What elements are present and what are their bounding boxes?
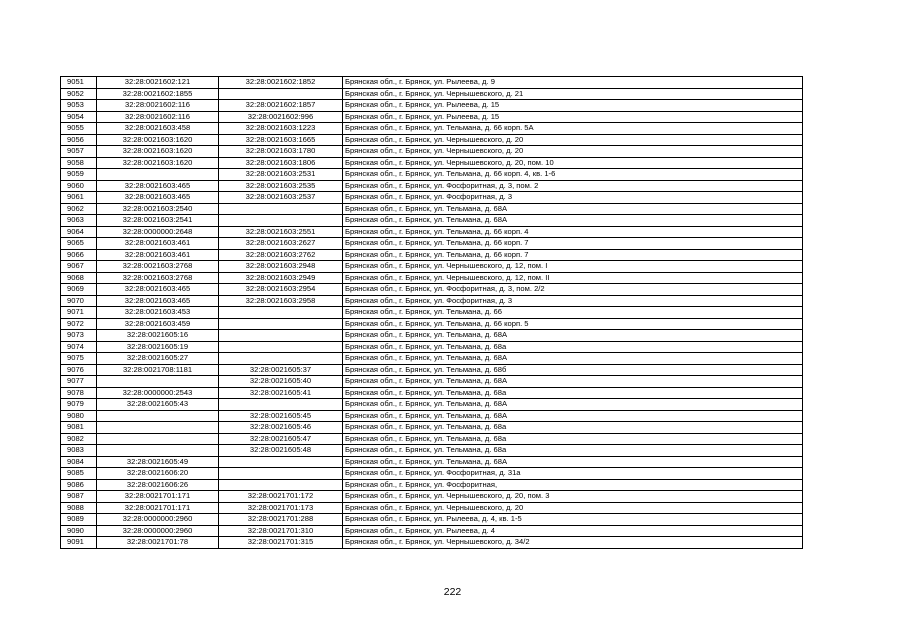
row-number-cell: 9086 bbox=[61, 479, 97, 491]
table-row bbox=[61, 537, 803, 549]
row-number-cell: 9070 bbox=[61, 295, 97, 307]
land-cadastral-number-cell bbox=[97, 433, 219, 445]
row-number-cell: 9072 bbox=[61, 318, 97, 330]
address-cell: Брянская обл., г. Брянск, ул. Тельмана, д. 66 корп. 7 bbox=[343, 249, 803, 261]
row-number-cell: 9084 bbox=[61, 456, 97, 468]
land-cadastral-number-cell bbox=[97, 410, 219, 422]
address-cell: Брянская обл., г. Брянск, ул. Фосфоритная, д. 3 bbox=[343, 295, 803, 307]
table-row bbox=[61, 249, 803, 261]
land-cadastral-number-cell: 32:28:0021603:465 bbox=[97, 192, 219, 204]
land-cadastral-number-cell: 32:28:0021602:116 bbox=[97, 100, 219, 112]
building-cadastral-number-cell bbox=[219, 215, 343, 227]
building-cadastral-number-cell: 32:28:0021605:48 bbox=[219, 445, 343, 457]
land-cadastral-number-cell: 32:28:0021701:78 bbox=[97, 537, 219, 549]
table-row bbox=[61, 226, 803, 238]
building-cadastral-number-cell bbox=[219, 341, 343, 353]
building-cadastral-number-cell bbox=[219, 88, 343, 100]
land-cadastral-number-cell: 32:28:0021708:1181 bbox=[97, 364, 219, 376]
address-cell: Брянская обл., г. Брянск, ул. Тельмана, д. 66 корп. 4 bbox=[343, 226, 803, 238]
table-row bbox=[61, 433, 803, 445]
building-cadastral-number-cell: 32:28:0021605:46 bbox=[219, 422, 343, 434]
land-cadastral-number-cell: 32:28:0021701:171 bbox=[97, 502, 219, 514]
building-cadastral-number-cell: 32:28:0021603:2537 bbox=[219, 192, 343, 204]
table-row bbox=[61, 445, 803, 457]
address-cell: Брянская обл., г. Брянск, ул. Тельмана, д. 66 корп. 5А bbox=[343, 123, 803, 135]
address-cell: Брянская обл., г. Брянск, ул. Рылеева, д. 4, кв. 1-5 bbox=[343, 514, 803, 526]
row-number-cell: 9051 bbox=[61, 77, 97, 89]
row-number-cell: 9061 bbox=[61, 192, 97, 204]
address-cell: Брянская обл., г. Брянск, ул. Тельмана, д. 68а bbox=[343, 422, 803, 434]
land-cadastral-number-cell: 32:28:0021603:461 bbox=[97, 238, 219, 250]
row-number-cell: 9052 bbox=[61, 88, 97, 100]
table-row bbox=[61, 387, 803, 399]
building-cadastral-number-cell: 32:28:0021602:996 bbox=[219, 111, 343, 123]
row-number-cell: 9068 bbox=[61, 272, 97, 284]
address-cell: Брянская обл., г. Брянск, ул. Тельмана, д. 66 корп. 5 bbox=[343, 318, 803, 330]
row-number-cell: 9085 bbox=[61, 468, 97, 480]
address-cell: Брянская обл., г. Брянск, ул. Чернышевского, д. 20, пом. 10 bbox=[343, 157, 803, 169]
address-cell: Брянская обл., г. Брянск, ул. Чернышевского, д. 12, пом. I bbox=[343, 261, 803, 273]
land-cadastral-number-cell: 32:28:0021606:20 bbox=[97, 468, 219, 480]
land-cadastral-number-cell: 32:28:0021603:461 bbox=[97, 249, 219, 261]
land-cadastral-number-cell: 32:28:0000000:2960 bbox=[97, 525, 219, 537]
address-cell: Брянская обл., г. Брянск, ул. Тельмана, д. 68А bbox=[343, 203, 803, 215]
address-cell: Брянская обл., г. Брянск, ул. Рылеева, д. 4 bbox=[343, 525, 803, 537]
land-cadastral-number-cell: 32:28:0000000:2648 bbox=[97, 226, 219, 238]
address-cell: Брянская обл., г. Брянск, ул. Фосфоритная, д. 3 bbox=[343, 192, 803, 204]
land-cadastral-number-cell: 32:28:0021603:459 bbox=[97, 318, 219, 330]
land-cadastral-number-cell: 32:28:0021605:43 bbox=[97, 399, 219, 411]
registry-table-body bbox=[61, 77, 803, 549]
building-cadastral-number-cell bbox=[219, 468, 343, 480]
address-cell: Брянская обл., г. Брянск, ул. Тельмана, д. 68А bbox=[343, 399, 803, 411]
land-cadastral-number-cell bbox=[97, 445, 219, 457]
table-row bbox=[61, 295, 803, 307]
building-cadastral-number-cell: 32:28:0021605:40 bbox=[219, 376, 343, 388]
table-row bbox=[61, 307, 803, 319]
table-row bbox=[61, 514, 803, 526]
building-cadastral-number-cell: 32:28:0021603:2954 bbox=[219, 284, 343, 296]
building-cadastral-number-cell bbox=[219, 330, 343, 342]
address-cell: Брянская обл., г. Брянск, ул. Чернышевского, д. 20 bbox=[343, 146, 803, 158]
row-number-cell: 9079 bbox=[61, 399, 97, 411]
building-cadastral-number-cell: 32:28:0021603:1665 bbox=[219, 134, 343, 146]
address-cell: Брянская обл., г. Брянск, ул. Чернышевского, д. 12, пом. II bbox=[343, 272, 803, 284]
address-cell: Брянская обл., г. Брянск, ул. Чернышевского, д. 21 bbox=[343, 88, 803, 100]
row-number-cell: 9057 bbox=[61, 146, 97, 158]
table-row bbox=[61, 180, 803, 192]
land-cadastral-number-cell bbox=[97, 376, 219, 388]
row-number-cell: 9090 bbox=[61, 525, 97, 537]
table-row bbox=[61, 100, 803, 112]
land-cadastral-number-cell: 32:28:0021603:2541 bbox=[97, 215, 219, 227]
row-number-cell: 9076 bbox=[61, 364, 97, 376]
land-cadastral-number-cell: 32:28:0021605:27 bbox=[97, 353, 219, 365]
building-cadastral-number-cell: 32:28:0021603:2958 bbox=[219, 295, 343, 307]
building-cadastral-number-cell: 32:28:0021603:2551 bbox=[219, 226, 343, 238]
address-cell: Брянская обл., г. Брянск, ул. Тельмана, д. 68а bbox=[343, 387, 803, 399]
building-cadastral-number-cell: 32:28:0021603:1806 bbox=[219, 157, 343, 169]
address-cell: Брянская обл., г. Брянск, ул. Чернышевского, д. 34/2 bbox=[343, 537, 803, 549]
land-cadastral-number-cell: 32:28:0021605:49 bbox=[97, 456, 219, 468]
land-cadastral-number-cell: 32:28:0021701:171 bbox=[97, 491, 219, 503]
row-number-cell: 9059 bbox=[61, 169, 97, 181]
table-row bbox=[61, 88, 803, 100]
table-row bbox=[61, 238, 803, 250]
row-number-cell: 9075 bbox=[61, 353, 97, 365]
table-row bbox=[61, 111, 803, 123]
row-number-cell: 9074 bbox=[61, 341, 97, 353]
land-cadastral-number-cell: 32:28:0021603:2540 bbox=[97, 203, 219, 215]
table-row bbox=[61, 353, 803, 365]
address-cell: Брянская обл., г. Брянск, ул. Фосфоритная, д. 31а bbox=[343, 468, 803, 480]
land-cadastral-number-cell: 32:28:0021603:1620 bbox=[97, 134, 219, 146]
land-cadastral-number-cell: 32:28:0021603:458 bbox=[97, 123, 219, 135]
building-cadastral-number-cell: 32:28:0021603:2627 bbox=[219, 238, 343, 250]
table-row bbox=[61, 261, 803, 273]
table-row bbox=[61, 422, 803, 434]
table-row bbox=[61, 146, 803, 158]
address-cell: Брянская обл., г. Брянск, ул. Рылеева, д. 9 bbox=[343, 77, 803, 89]
land-cadastral-number-cell: 32:28:0021603:453 bbox=[97, 307, 219, 319]
row-number-cell: 9078 bbox=[61, 387, 97, 399]
row-number-cell: 9060 bbox=[61, 180, 97, 192]
row-number-cell: 9080 bbox=[61, 410, 97, 422]
row-number-cell: 9058 bbox=[61, 157, 97, 169]
row-number-cell: 9066 bbox=[61, 249, 97, 261]
land-cadastral-number-cell bbox=[97, 422, 219, 434]
table-row bbox=[61, 272, 803, 284]
table-row bbox=[61, 525, 803, 537]
building-cadastral-number-cell: 32:28:0021605:37 bbox=[219, 364, 343, 376]
row-number-cell: 9073 bbox=[61, 330, 97, 342]
building-cadastral-number-cell bbox=[219, 479, 343, 491]
address-cell: Брянская обл., г. Брянск, ул. Фосфоритная, bbox=[343, 479, 803, 491]
building-cadastral-number-cell: 32:28:0021603:1780 bbox=[219, 146, 343, 158]
table-row bbox=[61, 491, 803, 503]
building-cadastral-number-cell: 32:28:0021602:1857 bbox=[219, 100, 343, 112]
table-row bbox=[61, 468, 803, 480]
table-row bbox=[61, 502, 803, 514]
address-cell: Брянская обл., г. Брянск, ул. Тельмана, д. 68А bbox=[343, 353, 803, 365]
address-cell: Брянская обл., г. Брянск, ул. Тельмана, д. 68а bbox=[343, 341, 803, 353]
cadastral-registry-table bbox=[60, 76, 803, 549]
table-row bbox=[61, 203, 803, 215]
table-row bbox=[61, 169, 803, 181]
building-cadastral-number-cell bbox=[219, 318, 343, 330]
land-cadastral-number-cell: 32:28:0021603:2768 bbox=[97, 272, 219, 284]
address-cell: Брянская обл., г. Брянск, ул. Рылеева, д. 15 bbox=[343, 100, 803, 112]
address-cell: Брянская обл., г. Брянск, ул. Фосфоритная, д. 3, пом. 2/2 bbox=[343, 284, 803, 296]
table-row bbox=[61, 284, 803, 296]
table-row bbox=[61, 330, 803, 342]
land-cadastral-number-cell: 32:28:0021602:121 bbox=[97, 77, 219, 89]
building-cadastral-number-cell: 32:28:0021701:172 bbox=[219, 491, 343, 503]
row-number-cell: 9081 bbox=[61, 422, 97, 434]
land-cadastral-number-cell: 32:28:0021606:26 bbox=[97, 479, 219, 491]
land-cadastral-number-cell: 32:28:0021603:465 bbox=[97, 180, 219, 192]
address-cell: Брянская обл., г. Брянск, ул. Тельмана, д. 68а bbox=[343, 433, 803, 445]
building-cadastral-number-cell: 32:28:0021603:2535 bbox=[219, 180, 343, 192]
building-cadastral-number-cell: 32:28:0021701:310 bbox=[219, 525, 343, 537]
building-cadastral-number-cell: 32:28:0021701:173 bbox=[219, 502, 343, 514]
table-row bbox=[61, 192, 803, 204]
building-cadastral-number-cell: 32:28:0021603:2948 bbox=[219, 261, 343, 273]
address-cell: Брянская обл., г. Брянск, ул. Тельмана, д. 68А bbox=[343, 215, 803, 227]
table-row bbox=[61, 215, 803, 227]
building-cadastral-number-cell bbox=[219, 456, 343, 468]
row-number-cell: 9083 bbox=[61, 445, 97, 457]
land-cadastral-number-cell bbox=[97, 169, 219, 181]
address-cell: Брянская обл., г. Брянск, ул. Чернышевского, д. 20 bbox=[343, 134, 803, 146]
row-number-cell: 9087 bbox=[61, 491, 97, 503]
table-row bbox=[61, 341, 803, 353]
address-cell: Брянская обл., г. Брянск, ул. Чернышевского, д. 20, пом. 3 bbox=[343, 491, 803, 503]
land-cadastral-number-cell: 32:28:0021603:1620 bbox=[97, 146, 219, 158]
address-cell: Брянская обл., г. Брянск, ул. Тельмана, д. 68б bbox=[343, 364, 803, 376]
address-cell: Брянская обл., г. Брянск, ул. Тельмана, д. 68А bbox=[343, 410, 803, 422]
building-cadastral-number-cell: 32:28:0021605:45 bbox=[219, 410, 343, 422]
table-row bbox=[61, 157, 803, 169]
row-number-cell: 9071 bbox=[61, 307, 97, 319]
land-cadastral-number-cell: 32:28:0021602:1855 bbox=[97, 88, 219, 100]
building-cadastral-number-cell: 32:28:0021605:47 bbox=[219, 433, 343, 445]
row-number-cell: 9055 bbox=[61, 123, 97, 135]
row-number-cell: 9063 bbox=[61, 215, 97, 227]
table-row bbox=[61, 364, 803, 376]
building-cadastral-number-cell: 32:28:0021605:41 bbox=[219, 387, 343, 399]
land-cadastral-number-cell: 32:28:0021603:465 bbox=[97, 284, 219, 296]
address-cell: Брянская обл., г. Брянск, ул. Тельмана, д. 68А bbox=[343, 456, 803, 468]
land-cadastral-number-cell: 32:28:0021603:465 bbox=[97, 295, 219, 307]
row-number-cell: 9053 bbox=[61, 100, 97, 112]
table-row bbox=[61, 134, 803, 146]
row-number-cell: 9082 bbox=[61, 433, 97, 445]
land-cadastral-number-cell: 32:28:0021603:2768 bbox=[97, 261, 219, 273]
address-cell: Брянская обл., г. Брянск, ул. Тельмана, д. 68А bbox=[343, 376, 803, 388]
building-cadastral-number-cell bbox=[219, 307, 343, 319]
land-cadastral-number-cell: 32:28:0021603:1620 bbox=[97, 157, 219, 169]
row-number-cell: 9062 bbox=[61, 203, 97, 215]
building-cadastral-number-cell bbox=[219, 399, 343, 411]
page-number: 222 bbox=[443, 586, 462, 598]
table-row bbox=[61, 410, 803, 422]
address-cell: Брянская обл., г. Брянск, ул. Тельмана, д. 66 корп. 4, кв. 1-6 bbox=[343, 169, 803, 181]
table-row bbox=[61, 479, 803, 491]
address-cell: Брянская обл., г. Брянск, ул. Тельмана, д. 66 корп. 7 bbox=[343, 238, 803, 250]
address-cell: Брянская обл., г. Брянск, ул. Чернышевского, д. 20 bbox=[343, 502, 803, 514]
building-cadastral-number-cell bbox=[219, 353, 343, 365]
building-cadastral-number-cell: 32:28:0021603:1223 bbox=[219, 123, 343, 135]
building-cadastral-number-cell: 32:28:0021701:315 bbox=[219, 537, 343, 549]
row-number-cell: 9067 bbox=[61, 261, 97, 273]
building-cadastral-number-cell: 32:28:0021602:1852 bbox=[219, 77, 343, 89]
building-cadastral-number-cell: 32:28:0021603:2531 bbox=[219, 169, 343, 181]
table-row bbox=[61, 77, 803, 89]
address-cell: Брянская обл., г. Брянск, ул. Тельмана, д. 66 bbox=[343, 307, 803, 319]
address-cell: Брянская обл., г. Брянск, ул. Фосфоритная, д. 3, пом. 2 bbox=[343, 180, 803, 192]
row-number-cell: 9064 bbox=[61, 226, 97, 238]
row-number-cell: 9091 bbox=[61, 537, 97, 549]
building-cadastral-number-cell: 32:28:0021603:2762 bbox=[219, 249, 343, 261]
land-cadastral-number-cell: 32:28:0021605:19 bbox=[97, 341, 219, 353]
row-number-cell: 9054 bbox=[61, 111, 97, 123]
land-cadastral-number-cell: 32:28:0000000:2543 bbox=[97, 387, 219, 399]
address-cell: Брянская обл., г. Брянск, ул. Рылеева, д. 15 bbox=[343, 111, 803, 123]
building-cadastral-number-cell bbox=[219, 203, 343, 215]
table-row bbox=[61, 318, 803, 330]
row-number-cell: 9089 bbox=[61, 514, 97, 526]
land-cadastral-number-cell: 32:28:0000000:2960 bbox=[97, 514, 219, 526]
table-row bbox=[61, 123, 803, 135]
land-cadastral-number-cell: 32:28:0021602:116 bbox=[97, 111, 219, 123]
table-row bbox=[61, 456, 803, 468]
address-cell: Брянская обл., г. Брянск, ул. Тельмана, д. 68А bbox=[343, 330, 803, 342]
address-cell: Брянская обл., г. Брянск, ул. Тельмана, д. 68а bbox=[343, 445, 803, 457]
row-number-cell: 9088 bbox=[61, 502, 97, 514]
table-row bbox=[61, 376, 803, 388]
row-number-cell: 9065 bbox=[61, 238, 97, 250]
building-cadastral-number-cell: 32:28:0021701:288 bbox=[219, 514, 343, 526]
building-cadastral-number-cell: 32:28:0021603:2949 bbox=[219, 272, 343, 284]
table-row bbox=[61, 399, 803, 411]
row-number-cell: 9077 bbox=[61, 376, 97, 388]
row-number-cell: 9056 bbox=[61, 134, 97, 146]
land-cadastral-number-cell: 32:28:0021605:16 bbox=[97, 330, 219, 342]
row-number-cell: 9069 bbox=[61, 284, 97, 296]
